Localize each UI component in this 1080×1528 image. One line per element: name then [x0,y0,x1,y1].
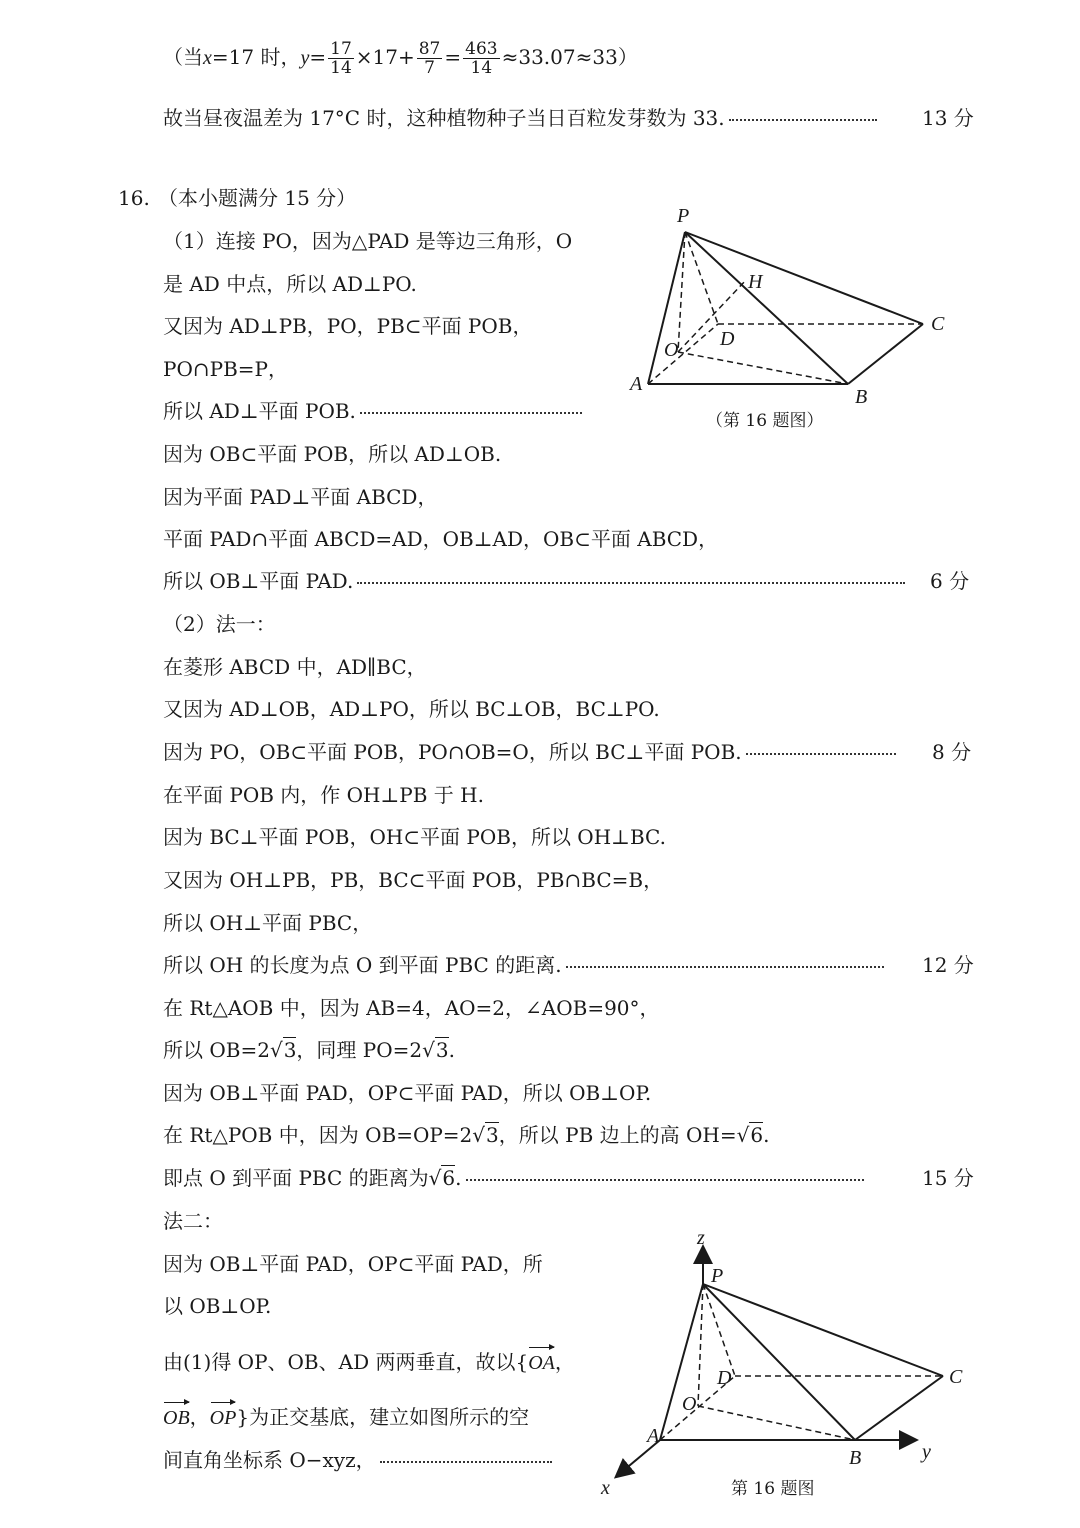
text-line: 又因为 AD⊥PB，PO，PB⊂平面 POB， [163,314,533,338]
text-line: PO∩PB=P， [163,357,288,381]
score-6: 6 分 [930,569,970,593]
label-c: C [931,313,945,335]
label-a: A [630,373,643,395]
text-line: 所以 OH⊥平面 PBC， [163,911,373,935]
text-line: 因为 OB⊂平面 POB，所以 AD⊥OB. [163,442,502,466]
text-line: （2）法一： [163,612,276,636]
fraction: $\frac{17}{14}$ [330,39,352,78]
text-line: 因为 OB⊥平面 PAD，OP⊂平面 PAD，所 [163,1252,543,1276]
text-line: 所以 OB=2√3，同理 PO=2√3. [163,1038,455,1062]
text-line: 在 Rt△POB 中，因为 OB=OP=2√3，所以 PB 边上的高 OH=√6. [163,1123,770,1147]
text-line: 所以 OB⊥平面 PAD. [163,567,909,595]
figure-1-caption: （第 16 题图） [706,411,824,431]
text-line: 间直角坐标系 O−xyz， [163,1446,556,1474]
text-line: 因为 OB⊥平面 PAD，OP⊂平面 PAD，所以 OB⊥OP. [163,1081,652,1105]
text-line: 在 Rt△AOB 中，因为 AB=4，AO=2，∠AOB=90°， [163,996,660,1020]
axis-label-z: z [697,1228,705,1249]
question-number: 16. [118,186,150,210]
text-line: 是 AD 中点，所以 AD⊥PO. [163,272,417,296]
fraction: $\frac{463}{14}$ [465,39,498,78]
text-line: OB，OP}为正交基底，建立如图所示的空 [163,1403,529,1432]
text-line: 又因为 OH⊥PB，PB，BC⊂平面 POB，PB∩BC=B， [163,868,664,892]
figure-2-coordinate-pyramid [595,1228,985,1500]
label-p: P [677,205,690,227]
label-a: A [647,1425,660,1447]
calc-line: （当x=17 时，y= $\frac{17}{14}$ ×17+ $\frac{87}{7}$ = $\frac{463}{14}$ ≈33.07≈33） [163,39,638,78]
text-line: 因为平面 PAD⊥平面 ABCD， [163,485,438,509]
score-15: 15 分 [922,1166,974,1190]
text-line: 在平面 POB 内，作 OH⊥PB 于 H. [163,783,484,807]
text-line: 因为 PO，OB⊂平面 POB，PO∩OB=O，所以 BC⊥平面 POB. [163,738,900,766]
label-o: O [664,339,679,361]
text-line: 在菱形 ABCD 中，AD∥BC， [163,655,427,679]
score-12: 12 分 [922,953,974,977]
question-header: （本小题满分 15 分） [158,186,357,210]
text-line: 法二： [163,1209,223,1233]
axis-label-x: x [601,1477,610,1499]
label-h: H [748,271,763,293]
label-d: D [720,328,735,350]
fraction: $\frac{87}{7}$ [418,39,441,78]
text-line: 所以 OH 的长度为点 O 到平面 PBC 的距离. [163,951,888,979]
label-o: O [682,1393,697,1415]
text-line: 以 OB⊥OP. [163,1294,272,1318]
axis-label-y: y [922,1441,931,1463]
conclusion-line: 故当昼夜温差为 17°C 时，这种植物种子当日百粒发芽数为 33. [163,104,881,132]
label-b: B [849,1447,862,1469]
figure-2-caption: 第 16 题图 [731,1479,815,1499]
label-d: D [717,1367,732,1389]
text-line: 由(1)得 OP、OB、AD 两两垂直，故以{OA， [163,1348,575,1377]
text-line: （1）连接 PO，因为△PAD 是等边三角形，O [163,229,573,253]
text-line: 平面 PAD∩平面 ABCD=AD，OB⊥AD，OB⊂平面 ABCD， [163,527,719,551]
text-line: 因为 BC⊥平面 POB，OH⊂平面 POB，所以 OH⊥BC. [163,825,666,849]
label-p: P [711,1265,724,1287]
label-c: C [949,1366,963,1388]
score-8: 8 分 [932,740,972,764]
text-line: 即点 O 到平面 PBC 的距离为√6. [163,1164,868,1192]
text-line: 又因为 AD⊥OB，AD⊥PO，所以 BC⊥OB，BC⊥PO. [163,697,660,721]
text-line: 所以 AD⊥平面 POB. [163,397,586,425]
score-13: 13 分 [922,106,974,130]
label-b: B [855,386,868,405]
figure-1-pyramid [620,200,960,405]
